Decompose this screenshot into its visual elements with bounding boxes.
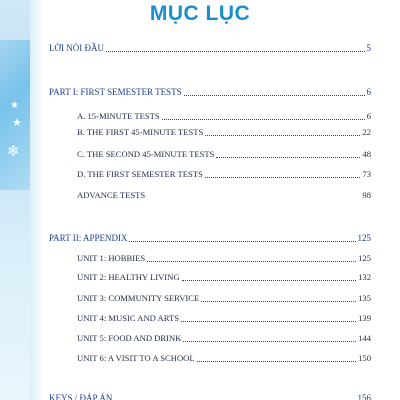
dot-leader: [129, 240, 355, 242]
snowflake-icon: ❄: [7, 142, 20, 160]
dot-leader: [106, 50, 365, 52]
toc-entry-part1-item[interactable]: [77, 190, 371, 201]
toc-entry-part2-item[interactable]: [77, 313, 371, 324]
toc-entry-label: B. THE FIRST 45-MINUTE TESTS: [77, 127, 204, 137]
toc-entry-label: UNIT 4: MUSIC AND ARTS: [77, 313, 179, 323]
toc-page-number: 6: [366, 87, 371, 97]
toc-entry-label: UNIT 2: HEALTHY LIVING: [77, 272, 180, 282]
toc-entry-part2-item[interactable]: [77, 353, 371, 364]
dot-leader: [162, 118, 365, 120]
toc-entry-part2[interactable]: [49, 233, 371, 244]
star-icon: ★: [10, 100, 19, 111]
page-title: MỤC LỤC: [149, 2, 251, 25]
toc-entry-label: UNIT 3: COMMUNITY SERVICE: [77, 293, 200, 303]
decorative-strip: [0, 0, 30, 400]
toc-page-number: 132: [358, 272, 371, 282]
toc-entry-label: UNIT 5: FOOD AND DRINK: [77, 333, 182, 343]
toc-entry-label: C. THE SECOND 45-MINUTE TESTS: [77, 149, 215, 159]
strip-fade: [30, 0, 44, 400]
toc-entry-label: LỜI NÓI ĐẦU: [49, 43, 104, 53]
dot-leader: [201, 300, 356, 302]
dot-leader: [182, 279, 357, 281]
toc-page-number: 48: [362, 149, 371, 159]
toc-page-number: 22: [362, 127, 371, 137]
toc-page-number: 139: [358, 313, 371, 323]
toc-page-number: 156: [357, 393, 371, 400]
toc-page-number: 144: [358, 333, 371, 343]
toc-page-number: 135: [358, 293, 371, 303]
toc-entry-label: ADVANCE TESTS: [77, 190, 146, 200]
toc-entry-label: PART II: APPENDIX: [49, 233, 128, 243]
toc-page-number: 125: [357, 233, 371, 243]
toc-entry-part1-item[interactable]: [77, 127, 371, 138]
toc-entry-part2-item[interactable]: [77, 272, 371, 283]
toc-entry-part2-item[interactable]: [77, 293, 371, 304]
toc-page-number: 73: [362, 169, 371, 179]
toc-page-number: 125: [358, 253, 371, 263]
toc-entry-label: UNIT 1: HOBBIES: [77, 253, 146, 263]
toc-entry-label: PART I: FIRST SEMESTER TESTS: [49, 87, 182, 97]
toc-entry-label: A. 15-MINUTE TESTS: [77, 111, 160, 121]
toc-page-number: 5: [366, 43, 371, 53]
toc-page-number: 6: [366, 111, 371, 121]
dot-leader: [184, 94, 365, 96]
toc-entry-label: D. THE FIRST SEMESTER TESTS: [77, 169, 203, 179]
decorative-band: [0, 40, 30, 190]
toc-entry-part1-item[interactable]: [77, 111, 371, 122]
toc-entry-part2-item[interactable]: [77, 333, 371, 344]
toc-entry-part1-item[interactable]: [77, 169, 371, 180]
toc-entry-intro[interactable]: [49, 43, 371, 54]
dot-leader: [181, 320, 356, 322]
toc-entry-part1-item[interactable]: [77, 149, 371, 160]
toc-entry-label: KEYS / ĐÁP ÁN: [49, 393, 113, 400]
toc-entry-keys[interactable]: [49, 393, 371, 400]
dot-leader: [183, 340, 356, 342]
dot-leader: [197, 360, 356, 362]
dot-leader: [216, 156, 360, 158]
toc-entry-part1[interactable]: [49, 87, 371, 98]
toc-entry-label: UNIT 6: A VISIT TO A SCHOOL: [77, 353, 195, 363]
dot-leader: [147, 197, 360, 199]
dot-leader: [205, 134, 360, 136]
toc-page-number: 98: [362, 190, 371, 200]
toc-entry-part2-item[interactable]: [77, 253, 371, 264]
dot-leader: [205, 176, 361, 178]
dot-leader: [147, 260, 356, 262]
star-icon: ★: [12, 116, 22, 129]
toc-page-number: 150: [358, 353, 371, 363]
